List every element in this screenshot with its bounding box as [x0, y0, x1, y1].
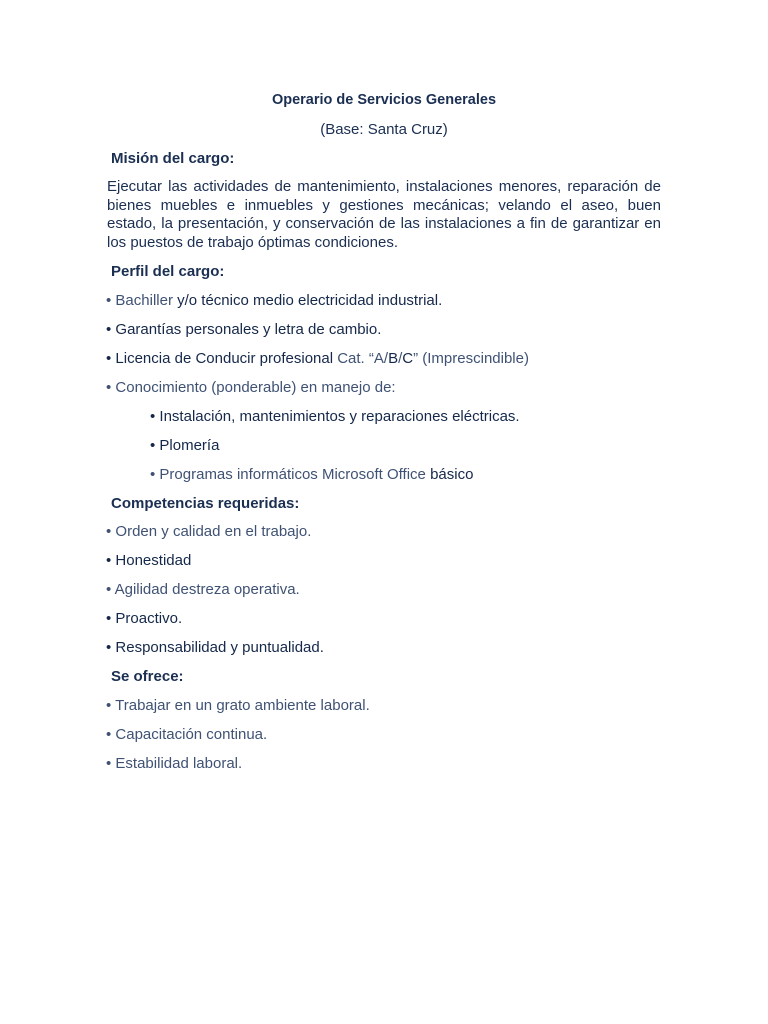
- perfil-subitem-3: [150, 466, 473, 483]
- perfil-item-1-part-a: • Bachiller: [106, 292, 178, 309]
- perfil-item-1: [106, 292, 442, 309]
- perfil-item-3: [106, 350, 529, 367]
- perfil-item-3-part-f: ” (Imprescindible): [413, 350, 529, 367]
- competencias-item-2: • Honestidad: [106, 552, 192, 569]
- perfil-item-3-part-a: • Licencia de Conducir profesional: [106, 350, 338, 367]
- competencias-item-3: • Agilidad destreza operativa.: [106, 581, 300, 598]
- perfil-item-4-part-a: • Conocimiento (ponderable) en manejo de:: [106, 379, 396, 396]
- perfil-item-3-part-c: B: [388, 350, 399, 367]
- perfil-subitem-1: [150, 408, 520, 425]
- mision-text: Ejecutar las actividades de mantenimiento, instalaciones menores, reparación de bienes muebles e inmuebles y gestiones mecánicas; velando el aseo, buen estado, la presentación, y conservación de las instalaciones a fin de garantizar en los puestos de trabajo óptimas condiciones.: [107, 178, 661, 251]
- competencias-item-5: • Responsabilidad y puntualidad.: [106, 639, 324, 656]
- page-title: Operario de Servicios Generales: [271, 92, 497, 108]
- perfil-heading: Perfil del cargo:: [111, 263, 225, 280]
- perfil-item-4: [106, 379, 396, 396]
- ofrece-heading: Se ofrece:: [111, 668, 184, 685]
- perfil-subitem-3-part-a: • Programas informáticos Microsoft Office: [150, 466, 431, 483]
- ofrece-item-1: • Trabajar en un grato ambiente laboral.: [106, 697, 370, 714]
- perfil-item-2-part-a: • Garantías personales y letra de cambio.: [106, 321, 382, 338]
- ofrece-item-3: • Estabilidad laboral.: [106, 755, 243, 772]
- perfil-item-3-part-e: C: [402, 350, 414, 367]
- perfil-subitem-3-part-b: básico: [430, 466, 474, 483]
- page-subtitle: (Base: Santa Cruz): [320, 121, 448, 138]
- perfil-subitem-1-part-a: • Instalación, mantenimientos y reparaciones eléctricas.: [150, 408, 520, 425]
- perfil-item-1-part-b: y/o técnico medio electricidad industrial.: [177, 292, 443, 309]
- perfil-item-2: [106, 321, 381, 338]
- perfil-subitem-2: [150, 437, 219, 454]
- ofrece-item-2: • Capacitación continua.: [106, 726, 268, 743]
- perfil-item-3-part-d: /: [398, 350, 403, 367]
- competencias-item-1: • Orden y calidad en el trabajo.: [106, 523, 312, 540]
- competencias-heading: Competencias requeridas:: [111, 495, 300, 512]
- perfil-item-3-part-b: Cat. “A/: [337, 350, 389, 367]
- competencias-item-4: • Proactivo.: [106, 610, 183, 627]
- perfil-subitem-2-part-a: • Plomería: [150, 437, 220, 454]
- mision-heading: Misión del cargo:: [111, 150, 235, 167]
